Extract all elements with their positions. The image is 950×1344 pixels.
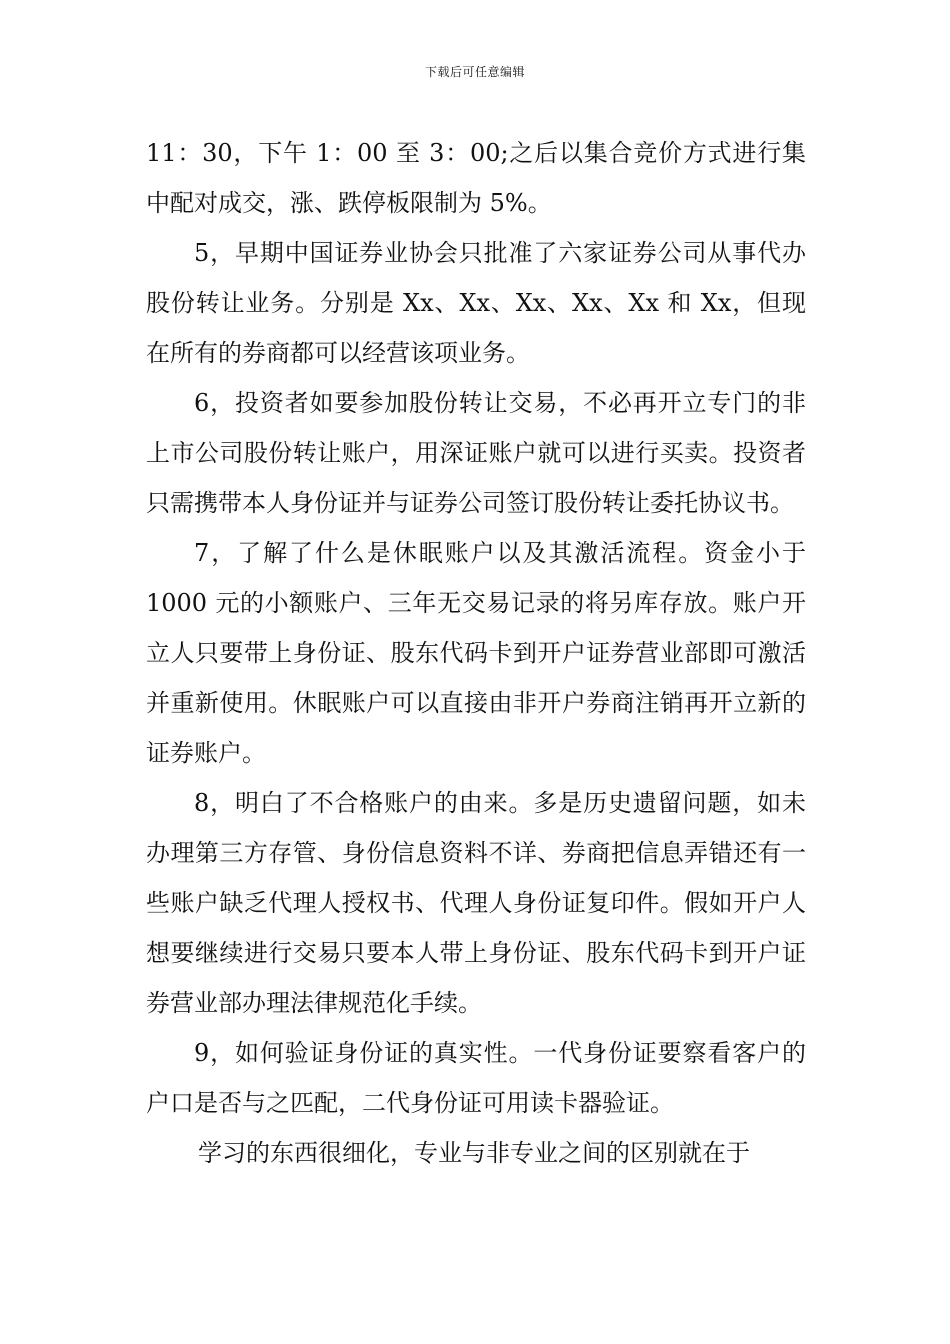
- paragraph-item-6: 6，投资者如要参加股份转让交易，不必再开立专门的非上市公司股份转让账户，用深证账户就可以进行买卖。投资者只需携带本人身份证并与证券公司签订股份转让委托协议书。: [146, 389, 806, 517]
- paragraph-item-5: 5，早期中国证券业协会只批准了六家证券公司从事代办股份转让业务。分别是 Xx、Xx、Xx、Xx、Xx 和 Xx，但现在所有的券商都可以经营该项业务。: [146, 239, 806, 367]
- paragraph-item-7: 7，了解了什么是休眠账户以及其激活流程。资金小于 1000 元的小额账户、三年无交易记录的将另库存放。账户开立人只要带上身份证、股东代码卡到开户证券营业部即可激活并重新使用。休眠账户可以直接由非开户券商注销再开立新的证券账户。: [146, 539, 806, 767]
- paragraph-trading-hours: 11：30，下午 1：00 至 3：00;之后以集合竞价方式进行集中配对成交，涨、跌停板限制为 5%。: [146, 139, 806, 217]
- document-body: [146, 128, 806, 1178]
- paragraph-item-9: 9，如何验证身份证的真实性。一代身份证要察看客户的户口是否与之匹配，二代身份证可用读卡器验证。: [146, 1039, 806, 1117]
- page-header: 下载后可任意编辑: [424, 65, 525, 79]
- paragraph-item-8: 8，明白了不合格账户的由来。多是历史遗留问题，如未办理第三方存管、身份信息资料不详、券商把信息弄错还有一些账户缺乏代理人授权书、代理人身份证复印件。假如开户人想要继续进行交易只要本人带上身份证、股东代码卡到开户证券营业部办理法律规范化手续。: [146, 789, 806, 1017]
- paragraph-conclusion: 学习的东西很细化，专业与非专业之间的区别就在于: [198, 1139, 750, 1167]
